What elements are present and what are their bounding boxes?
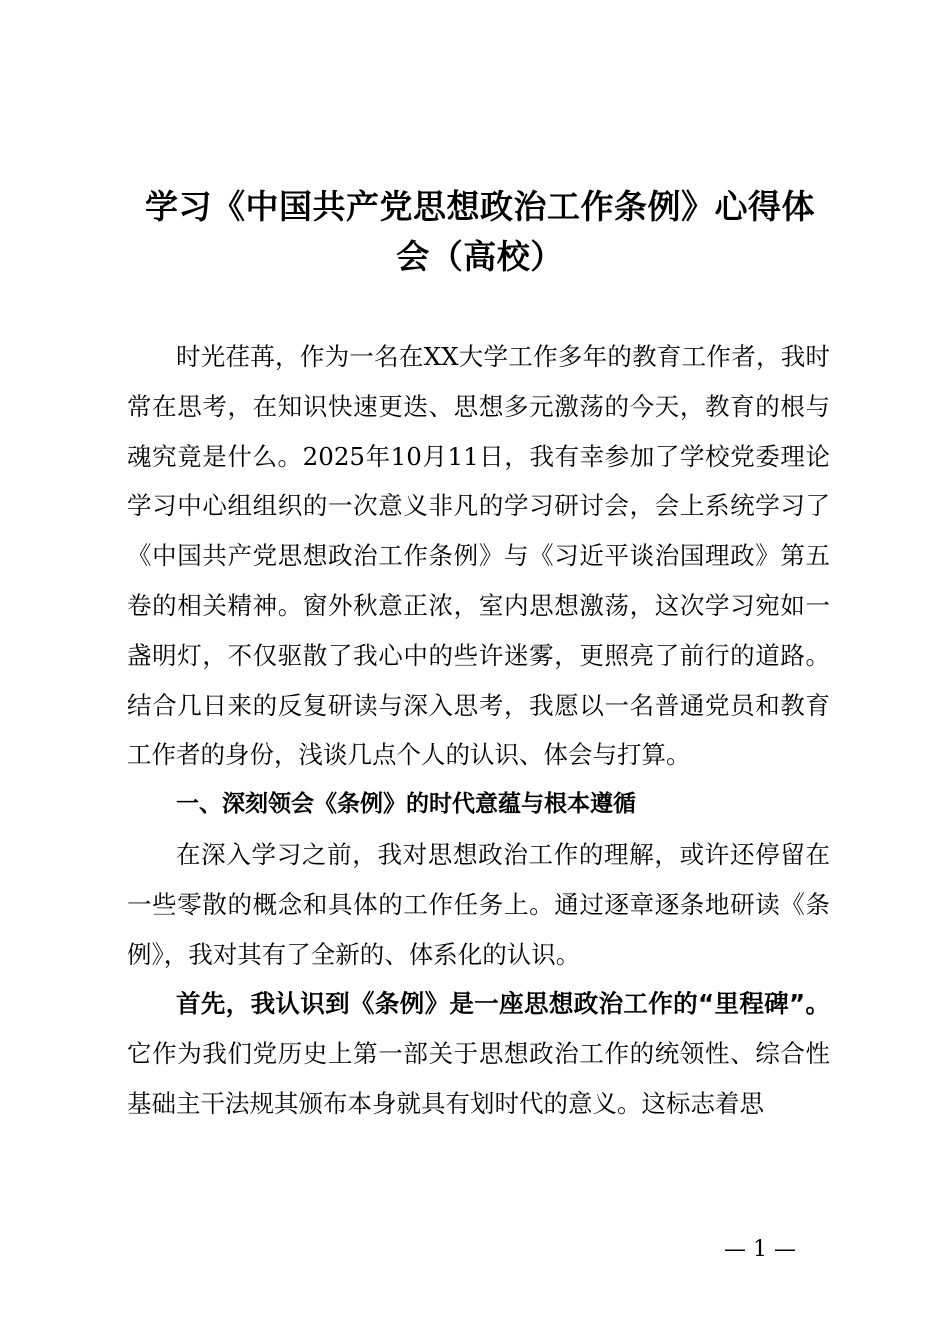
paragraph-3-rest: 它作为我们党历史上第一部关于思想政治工作的统领性、综合性基础主干法规其颁布本身就具有划时代的意义。这标志着思: [127, 1039, 830, 1118]
document-body: [127, 332, 830, 1129]
title-line-1: 学习《中国共产党思想政治工作条例》心得体: [145, 187, 815, 226]
paragraph-intro: 时光荏苒，作为一名在XX大学工作多年的教育工作者，我时常在思考，在知识快速更迭、思想多元激荡的今天，教育的根与魂究竟是什么。2025年10月11日，我有幸参加了学校党委理论学习中心组组织的一次意义非凡的学习研讨会，会上系统学习了《中国共产党思想政治工作条例》与《习近平谈治国理政》第五卷的相关精神。窗外秋意正浓，室内思想激荡，这次学习宛如一盏明灯，不仅驱散了我心中的些许迷雾，更照亮了前行的道路。结合几日来的反复研读与深入思考，我愿以一名普通党员和教育工作者的身份，浅谈几点个人的认识、体会与打算。: [127, 342, 830, 770]
document-title: [110, 182, 850, 282]
section-heading-1: 一、深刻领会《条例》的时代意蕴与根本遵循: [176, 791, 636, 818]
paragraph-3-lead: 首先，我认识到《条例》是一座思想政治工作的“里程碑”。: [176, 989, 830, 1019]
paragraph-2: 在深入学习之前，我对思想政治工作的理解，或许还停留在一些零散的概念和具体的工作任务上。通过逐章逐条地研读《条例》，我对其有了全新的、体系化的认识。: [127, 839, 830, 969]
paragraph-3: [127, 979, 830, 1128]
page-number: — 1 —: [724, 1237, 796, 1262]
title-line-2: 会（高校）: [396, 237, 564, 276]
